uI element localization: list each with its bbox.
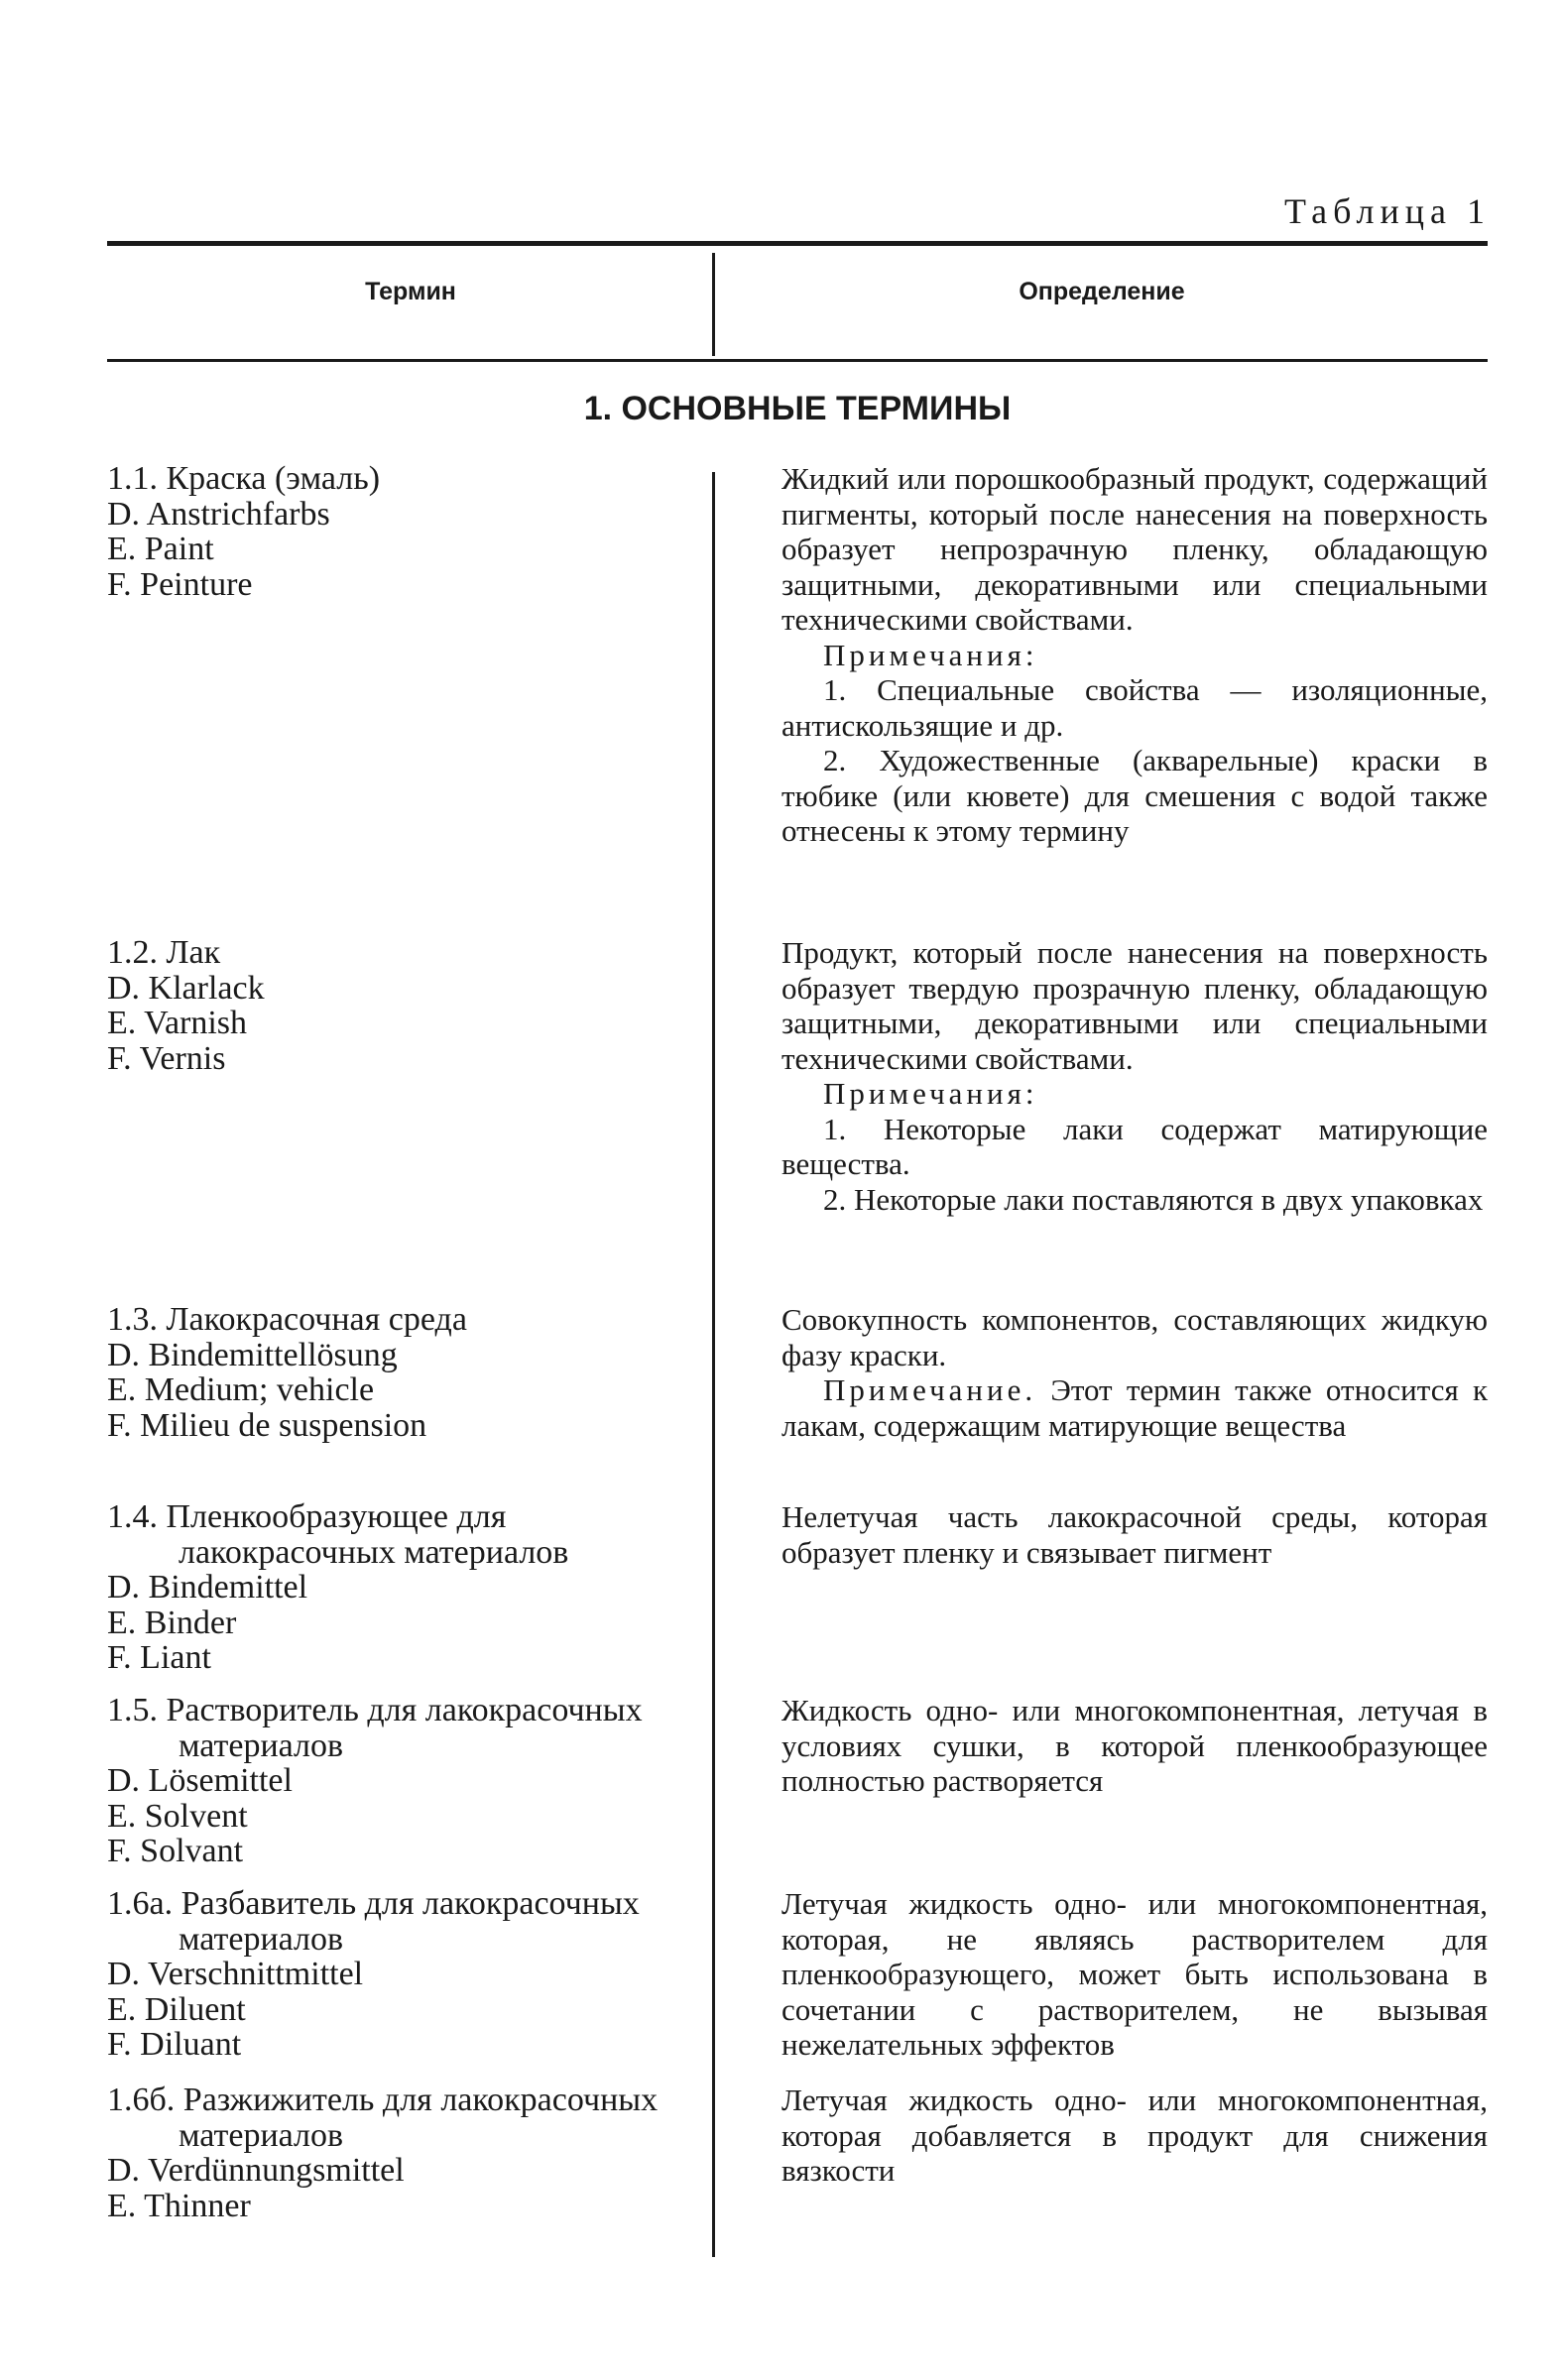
term-translation-fr: F. Milieu de suspension [107,1406,427,1444]
definition-text: Совокупность компонентов, составляющих жидкую фазу краски. [781,1302,1488,1372]
term-translation-en: E. Medium; vehicle [107,1371,375,1408]
term-translation-fr: F. Peinture [107,565,253,603]
note-item: 2. Некоторые лаки поставляются в двух упаковках [823,1181,1484,1217]
term-translation-de: D. Bindemittellösung [107,1336,398,1373]
term-translation-de: D. Verschnittmittel [107,1956,364,1992]
term-translation-fr: F. Solvant [107,1833,244,1869]
section-title: 1. ОСНОВНЫЕ ТЕРМИНЫ [583,390,1012,427]
term-translation-de: D. Bindemittel [107,1569,308,1606]
definition-cell [781,1693,1488,1799]
definition-cell [781,461,1488,849]
table-top-rule [107,241,1488,246]
note-item: 1. Специальные свойства — изоляционные, антискользящие и др. [781,672,1488,743]
note-label: Примечание. [823,1372,1037,1407]
definition-text: Летучая жидкость одно- или многокомпонентная, которая, не являясь растворителем для пленкообразующего, может быть использована в сочетании с растворителем, не вызывая нежелательных эффектов [781,1886,1488,2062]
term-translation-en: E. Solvent [107,1797,248,1835]
definition-text: Летучая жидкость одно- или многокомпонентная, которая добавляется в продукт для снижения вязкости [781,2082,1488,2188]
term-translation-de: D. Klarlack [107,969,265,1007]
term-translation-en: E. Thinner [107,2187,251,2224]
term-translation-en: E. Binder [107,1604,237,1641]
term-translation-fr: F. Diluant [107,2026,242,2063]
term-cell [107,2082,692,2223]
term-name: 1.2. Лак [107,934,221,971]
term-name: 1.1. Краска (эмаль) [107,460,381,497]
definition-text: Продукт, который после нанесения на поверхность образует твердую прозрачную пленку, обладающую защитными, декоративными или специальными техническими свойствами. [781,935,1488,1076]
definition-cell [781,1499,1488,1570]
term-translation-en: E. Diluent [107,1990,246,2028]
term-translation-en: E. Paint [107,531,214,567]
term-name: 1.5. Растворитель для лакокрасочных материалов [107,1692,643,1764]
definition-cell [781,935,1488,1217]
definition-text: Жидкий или порошкообразный продукт, содержащий пигменты, который после нанесения на поверхность образует непрозрачную пленку, обладающую защитными, декоративными или специальными техническими свойствами. [781,461,1488,637]
term-translation-fr: F. Liant [107,1639,211,1676]
header-bottom-rule [107,359,1488,362]
term-cell [107,1886,692,2063]
term-cell [107,1499,692,1676]
term-translation-en: E. Varnish [107,1005,248,1041]
definition-cell [781,1302,1488,1443]
term-cell [107,1302,692,1443]
term-translation-de: D. Verdünnungsmittel [107,2152,405,2189]
term-cell [107,461,692,602]
term-translation-de: D. Anstrichfarbs [107,495,330,533]
term-name: 1.6б. Разжижитель для лакокрасочных материалов [107,2082,659,2154]
term-name: 1.6а. Разбавитель для лакокрасочных материалов [107,1885,640,1958]
notes-heading: Примечания: [823,1076,1038,1111]
column-header-term: Термин [365,278,456,305]
note-text: Этот термин также относится к лакам, содержащим матирующие вещества [781,1372,1489,1443]
definition-text: Нелетучая часть лакокрасочной среды, которая образует пленку и связывает пигмент [781,1499,1488,1570]
term-name: 1.3. Лакокрасочная среда [107,1301,467,1338]
note-item: 1. Некоторые лаки содержат матирующие вещества. [781,1111,1488,1181]
definition-cell [781,2082,1488,2189]
note [781,1372,1488,1443]
column-header-definition: Определение [1019,278,1185,305]
term-name: 1.4. Пленкообразующее для лакокрасочных материалов [107,1498,569,1571]
definition-text: Жидкость одно- или многокомпонентная, летучая в условиях сушки, в которой пленкообразующее полностью растворяется [781,1693,1488,1798]
table-title: Таблица 1 [1284,191,1491,231]
body-column-divider [712,472,715,2257]
term-translation-fr: F. Vernis [107,1039,226,1077]
term-translation-de: D. Lösemittel [107,1762,293,1799]
note-item: 2. Художественные (акварельные) краски в тюбике (или кювете) для смешения с водой также отнесены к этому термину [781,743,1488,848]
definition-cell [781,1886,1488,2063]
notes-heading: Примечания: [823,637,1038,672]
term-cell [107,935,692,1076]
term-cell [107,1693,692,1869]
